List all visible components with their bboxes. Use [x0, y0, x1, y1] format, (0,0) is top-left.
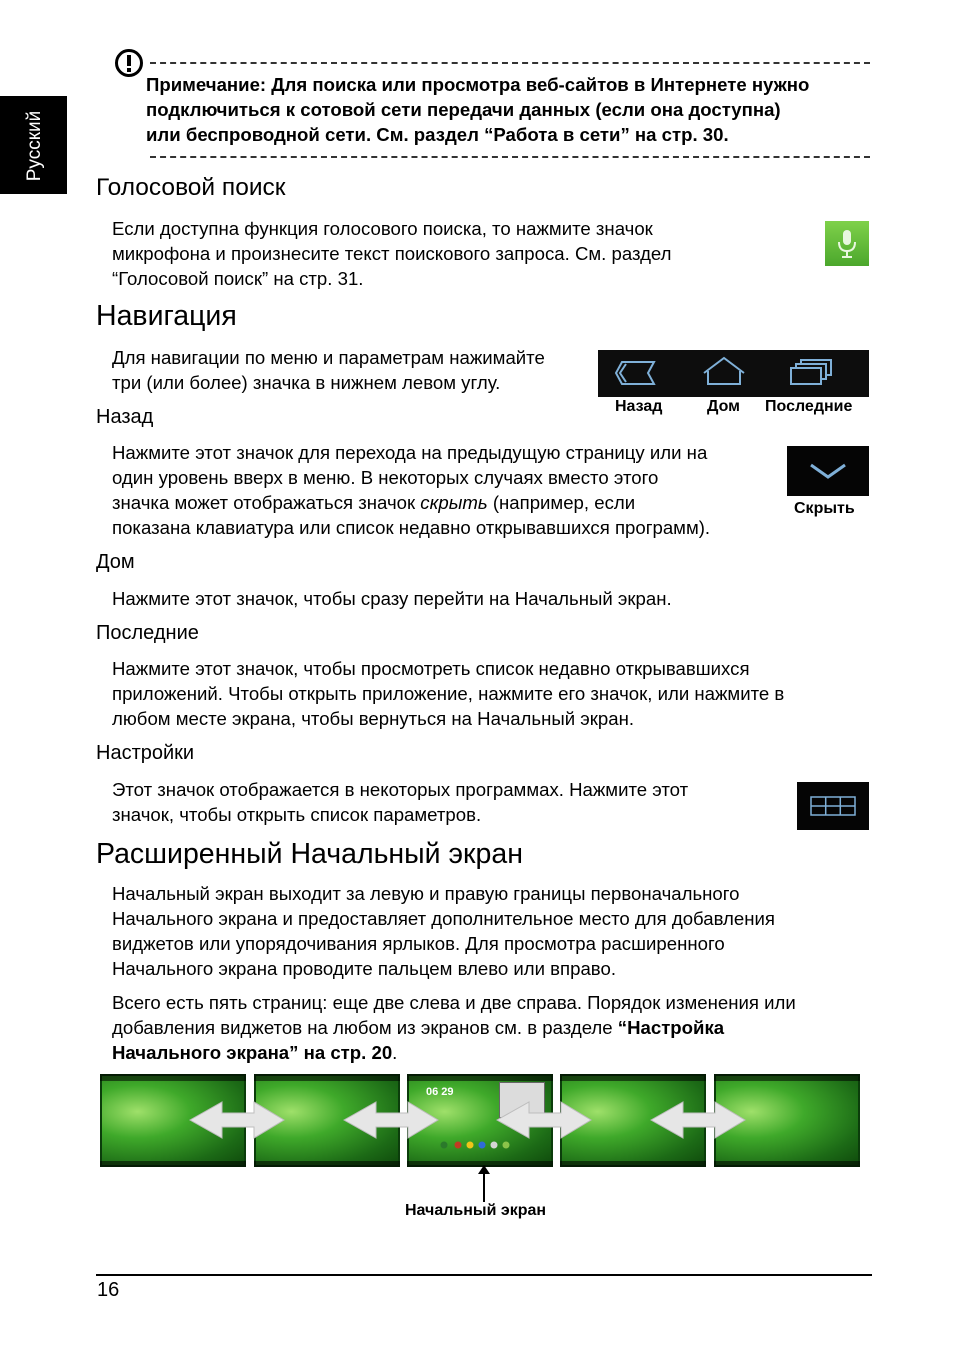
warning-icon [114, 48, 144, 78]
back-heading: Назад [96, 406, 154, 428]
recent-apps-icon[interactable] [791, 360, 831, 384]
recent-caption: Последние [765, 398, 853, 415]
hide-icon[interactable] [787, 446, 869, 496]
recent-heading: Последние [96, 622, 199, 644]
home-screen-caption: Начальный экран [405, 1202, 547, 1219]
extended-home-para1: Начальный экран выходит за левую и правую границы первоначального Начального экрана и предоставляет дополнительное место для добавления виджетов или упорядочивания ярлыков. Для просмотра расширенного Начального экрана проводите пальцем влево или вправо. [112, 883, 775, 979]
navigation-heading: Навигация [96, 300, 237, 332]
settings-heading: Настройки [96, 742, 195, 764]
note-line: или беспроводной сети. См. раздел “Работа в сети” на стр. 30. [146, 124, 729, 145]
note-text [146, 72, 876, 147]
back-icon[interactable] [616, 362, 654, 384]
note-line: Примечание: Для поиска или просмотра веб-сайтов в Интернете нужно [146, 74, 810, 95]
extended-home-heading: Расширенный Начальный экран [96, 838, 523, 870]
swipe-arrow-icon [497, 1102, 591, 1138]
swipe-arrow-icon [651, 1102, 745, 1138]
navigation-text: Для навигации по меню и параметрам нажимайте три (или более) значка в нижнем левом углу. [112, 347, 545, 393]
recent-text: Нажмите этот значок, чтобы просмотреть список недавно открывавшихся приложений. Чтобы открыть приложение, нажмите его значок, или нажмите в любом месте экрана, чтобы вернуться на Начальный экран. [112, 658, 785, 729]
home-screen-clock: 06 29 [426, 1086, 454, 1098]
home-icon[interactable] [704, 358, 744, 384]
home-caption: Дом [707, 398, 740, 415]
settings-text: Этот значок отображается в некоторых программах. Нажмите этот значок, чтобы открыть список параметров. [112, 779, 689, 825]
note-bottom-rule [150, 156, 870, 158]
back-text: Нажмите этот значок для перехода на предыдущую страницу или на один уровень вверх в меню. В некоторых случаях вместо этого значка может отображаться значок скрыть (например, если показана клавиатура или список недавно открывавшихся программ). [112, 442, 711, 538]
page-number: 16 [97, 1279, 120, 1301]
swipe-arrows [0, 1095, 954, 1145]
navigation-bar [598, 350, 869, 397]
voice-search-heading: Голосовой поиск [96, 174, 286, 201]
extended-home-para2: Всего есть пять страниц: еще две слева и две справа. Порядок изменения или добавления виджетов на любом из экранов см. в разделе “Настройка Начального экрана” на стр. 20. [112, 992, 796, 1063]
microphone-icon[interactable] [825, 221, 869, 266]
home-heading: Дом [96, 551, 135, 573]
hide-caption: Скрыть [794, 500, 855, 517]
home-text: Нажмите этот значок, чтобы сразу перейти на Начальный экран. [112, 588, 672, 609]
language-tab-label: Русский [24, 110, 45, 182]
back-caption: Назад [615, 398, 663, 415]
footer-rule [96, 1274, 872, 1276]
pointer-arrow-icon [476, 1164, 492, 1202]
note-line: подключиться к сотовой сети передачи данных (если она доступна) [146, 99, 781, 120]
swipe-arrow-icon [344, 1102, 438, 1138]
note-top-rule [150, 62, 870, 64]
settings-menu-icon[interactable] [797, 782, 869, 830]
voice-search-text: Если доступна функция голосового поиска, то нажмите значок микрофона и произнесите текст поискового запроса. См. раздел “Голосовой поиск” на стр. 31. [112, 218, 672, 289]
swipe-arrow-icon [190, 1102, 284, 1138]
language-tab [0, 96, 67, 194]
